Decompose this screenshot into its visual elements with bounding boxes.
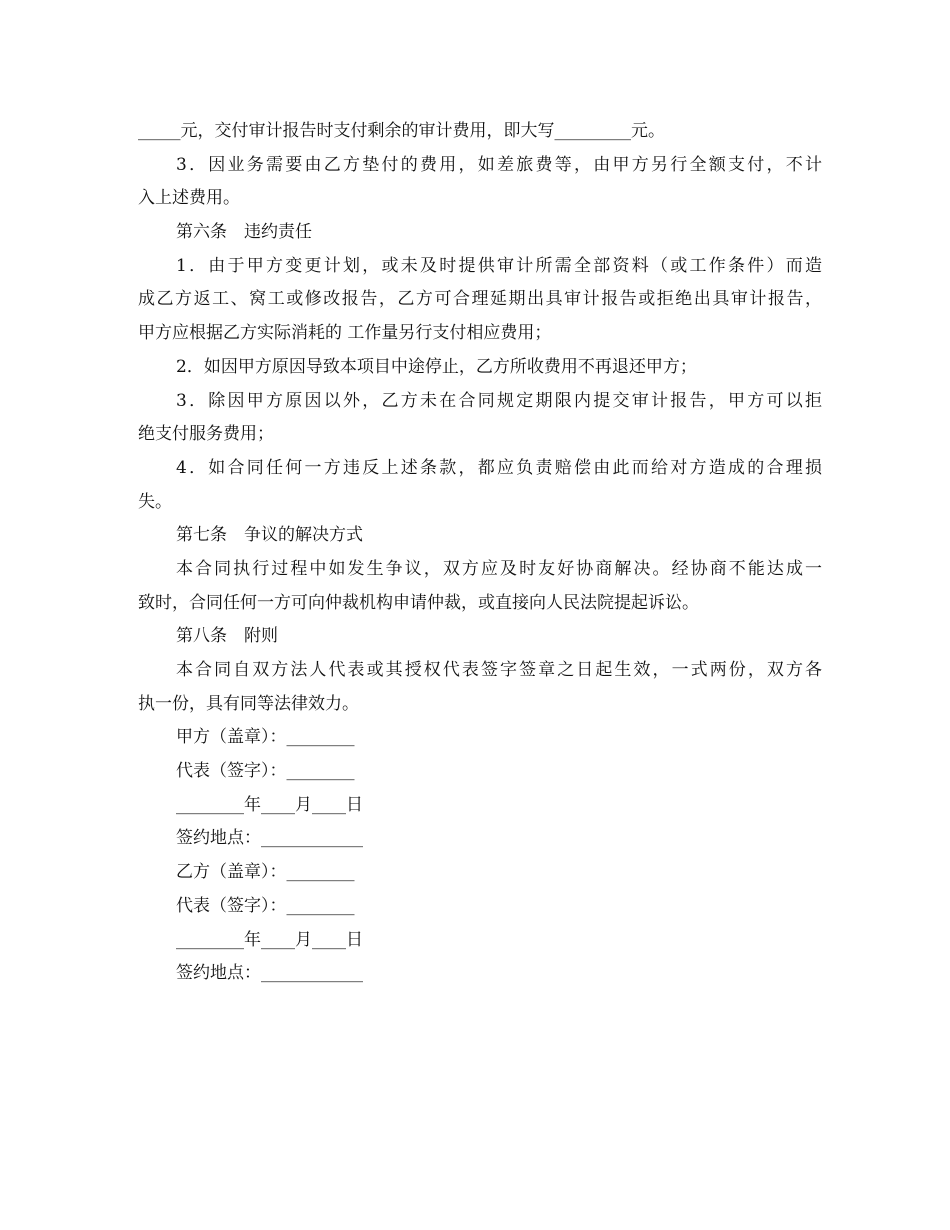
party-a-date: ________年____月____日 bbox=[176, 794, 363, 815]
party-a-signing-place: 签约地点：____________ bbox=[176, 828, 363, 849]
article-6-item-1-cont-2: 甲方应根据乙方实际消耗的 工作量另行支付相应费用； bbox=[138, 323, 552, 344]
party-b-date: ________年____月____日 bbox=[176, 929, 363, 950]
article-7-paragraph: 本合同执行过程中如发生争议，双方应及时友好协商解决。经协商不能达成一 bbox=[176, 558, 822, 579]
article-6-item-3-cont: 绝支付服务费用； bbox=[138, 424, 274, 445]
article-8-paragraph: 本合同自双方法人代表或其授权代表签字签章之日起生效，一式两份，双方各 bbox=[176, 660, 822, 680]
article-6-item-1: 1．由于甲方变更计划，或未及时提供审计所需全部资料（或工作条件）而造 bbox=[176, 255, 822, 276]
party-b-seal: 乙方（盖章）：________ bbox=[176, 862, 355, 883]
article-6-item-4: 4．如合同任何一方违反上述条款，都应负责赔偿由此而给对方造成的合理损 bbox=[176, 457, 822, 478]
party-a-seal: 甲方（盖章）：________ bbox=[176, 727, 355, 748]
document-body bbox=[138, 115, 822, 991]
article-6-item-1-cont-1: 成乙方返工、窝工或修改报告，乙方可合理延期出具审计报告或拒绝出具审计报告， bbox=[138, 289, 822, 310]
party-b-representative: 代表（签字）：________ bbox=[176, 895, 355, 916]
article-6-heading: 第六条 违约责任 bbox=[176, 222, 312, 243]
article-8-paragraph-cont: 执一份，具有同等法律效力。 bbox=[138, 693, 359, 714]
article-6-item-3: 3．除因甲方原因以外，乙方未在合同规定期限内提交审计报告，甲方可以拒 bbox=[176, 390, 822, 411]
article-6-item-4-cont: 失。 bbox=[138, 491, 172, 512]
party-b-signing-place: 签约地点：____________ bbox=[176, 963, 363, 984]
clause-5-item-3-cont: 入上述费用。 bbox=[138, 188, 240, 209]
article-7-heading: 第七条 争议的解决方式 bbox=[176, 525, 363, 546]
clause-5-item-3: 3．因业务需要由乙方垫付的费用，如差旅费等，由甲方另行全额支付，不计 bbox=[176, 154, 822, 175]
article-6-item-2: 2．如因甲方原因导致本项目中途停止，乙方所收费用不再退还甲方； bbox=[176, 356, 697, 377]
party-a-representative: 代表（签字）：________ bbox=[176, 761, 355, 782]
payment-terms-line: _____元，交付审计报告时支付剩余的审计费用，即大写_________元。 bbox=[138, 121, 665, 141]
article-8-heading: 第八条 附则 bbox=[176, 626, 278, 647]
article-7-paragraph-cont: 致时，合同任何一方可向仲裁机构申请仲裁，或直接向人民法院提起诉讼。 bbox=[138, 592, 699, 613]
